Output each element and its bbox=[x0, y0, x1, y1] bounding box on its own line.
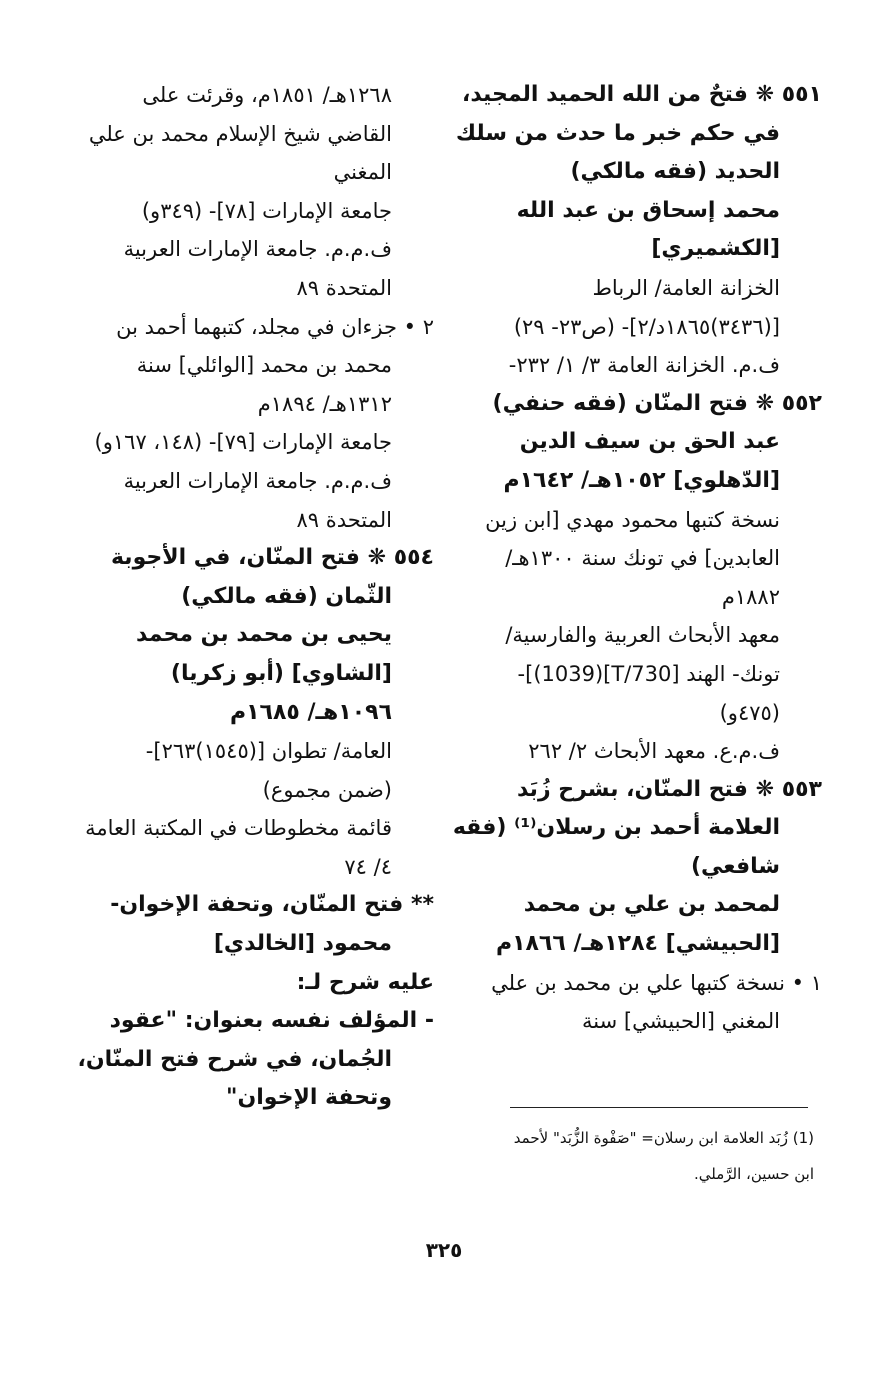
text-line: ف.م. الخزانة العامة ٣/ ١/ ٢٣٢- bbox=[508, 353, 780, 378]
text-line: محمد إسحاق بن عبد الله bbox=[516, 197, 780, 223]
text-line: ف.م.م. جامعة الإمارات العربية bbox=[123, 468, 392, 493]
text-line: ف.م.ع. معهد الأبحاث ٢/ ٢٦٢ bbox=[528, 739, 780, 764]
text-line: المغني bbox=[333, 160, 392, 185]
text-line: (ضمن مجموع) bbox=[262, 777, 392, 802]
text-line: المتحدة ٨٩ bbox=[296, 275, 392, 300]
text-line: معهد الأبحاث العربية والفارسية/ bbox=[505, 623, 780, 648]
text-line: [الشاوي] (أبو زكريا) bbox=[170, 660, 392, 686]
text-line: الثّمان (فقه مالكي) bbox=[181, 583, 392, 609]
right-column bbox=[452, 76, 822, 1041]
text-line: نسخة كتبها محمود مهدي [ابن زين bbox=[485, 507, 780, 532]
text-line: العابدين] في تونك سنة ١٣٠٠هـ/ bbox=[505, 546, 780, 571]
text-line: ٥٥٤ ❋ فتح المنّان، في الأجوبة bbox=[110, 545, 434, 571]
text-line: جامعة الإمارات [٧٩]- (١٤٨، ١٦٧و) bbox=[94, 430, 392, 455]
footnote-line: (1) زُبَد العلامة ابن رسلان= "صَفْوة الزُّبَد" لأحمد bbox=[513, 1129, 814, 1147]
text-line: القاضي شيخ الإسلام محمد بن علي bbox=[88, 121, 392, 146]
text-line: العلامة أحمد بن رسلان⁽¹⁾ (فقه bbox=[452, 815, 780, 841]
page-number: ٣٢٥ bbox=[425, 1238, 463, 1262]
text-line: [الحبيشي] ١٢٨٤هـ/ ١٨٦٦م bbox=[495, 931, 780, 957]
text-line: (٤٧٥و) bbox=[719, 700, 780, 725]
text-line: في حكم خبر ما حدث من سلك bbox=[455, 120, 780, 146]
text-line: [(٣٤٣٦)١٨٦٥د/٢]- (ص٢٣- ٢٩) bbox=[513, 314, 780, 339]
text-line: ٥٥١ ❋ فتحٌ من الله الحميد المجيد، bbox=[461, 82, 822, 107]
text-line: ٤/ ٧٤ bbox=[344, 854, 392, 879]
text-line: عبد الحق بن سيف الدين bbox=[519, 429, 780, 455]
text-line: قائمة مخطوطات في المكتبة العامة bbox=[85, 816, 392, 841]
text-line: [الكشميري] bbox=[651, 236, 780, 262]
text-line: ٥٥٣ ❋ فتح المنّان، بشرح زُبَد bbox=[516, 776, 822, 802]
text-line: لمحمد بن علي بن محمد bbox=[523, 892, 780, 918]
text-line: ١٨٨٢م bbox=[721, 584, 780, 609]
text-line: تونك- الهند [T/730](1039)]- bbox=[517, 661, 780, 686]
footnote bbox=[478, 1120, 814, 1192]
text-line: العامة/ تطوان [(١٥٤٥)٢٦٣]- bbox=[145, 739, 392, 764]
text-line: [الدّهلوي] ١٠٥٢هـ/ ١٦٤٢م bbox=[503, 467, 780, 493]
text-line: عليه شرح لـ: bbox=[296, 969, 434, 995]
text-line: ف.م.م. جامعة الإمارات العربية bbox=[123, 237, 392, 262]
left-column bbox=[77, 76, 434, 1118]
text-line: محمد بن محمد [الوائلي] سنة bbox=[136, 353, 392, 378]
text-line: محمود [الخالدي] bbox=[213, 931, 392, 957]
text-line: يحيى بن محمد بن محمد bbox=[136, 622, 392, 648]
text-line: ٥٥٢ ❋ فتح المنّان (فقه حنفي) bbox=[492, 390, 822, 416]
text-line: المغني [الحبيشي] سنة bbox=[582, 1009, 780, 1034]
text-line: ١٣١٢هـ/ ١٨٩٤م bbox=[257, 391, 392, 416]
footnote-divider bbox=[510, 1107, 808, 1108]
text-line: الجُمان، في شرح فتح المنّان، bbox=[77, 1046, 392, 1072]
text-line: ١٠٩٦هـ/ ١٦٨٥م bbox=[229, 699, 392, 725]
text-line: جامعة الإمارات [٧٨]- (٣٤٩و) bbox=[141, 198, 392, 223]
text-line: شافعي) bbox=[690, 853, 780, 879]
text-line: المتحدة ٨٩ bbox=[296, 507, 392, 532]
text-line: ** فتح المنّان، وتحفة الإخوان- bbox=[110, 892, 434, 918]
text-line: ٢ • جزءان في مجلد، كتبهما أحمد بن bbox=[116, 314, 434, 339]
text-line: الحديد (فقه مالكي) bbox=[570, 159, 780, 185]
footnote-line: ابن حسين، الرَّملي. bbox=[693, 1165, 814, 1183]
text-line: ١٢٦٨هـ/ ١٨٥١م، وقرئت على bbox=[142, 83, 392, 107]
text-line: - المؤلف نفسه بعنوان: "عقود bbox=[109, 1008, 434, 1034]
text-line: ١ • نسخة كتبها علي بن محمد بن علي bbox=[491, 970, 822, 995]
text-line: وتحفة الإخوان" bbox=[226, 1085, 392, 1111]
text-line: الخزانة العامة/ الرباط bbox=[592, 275, 780, 300]
